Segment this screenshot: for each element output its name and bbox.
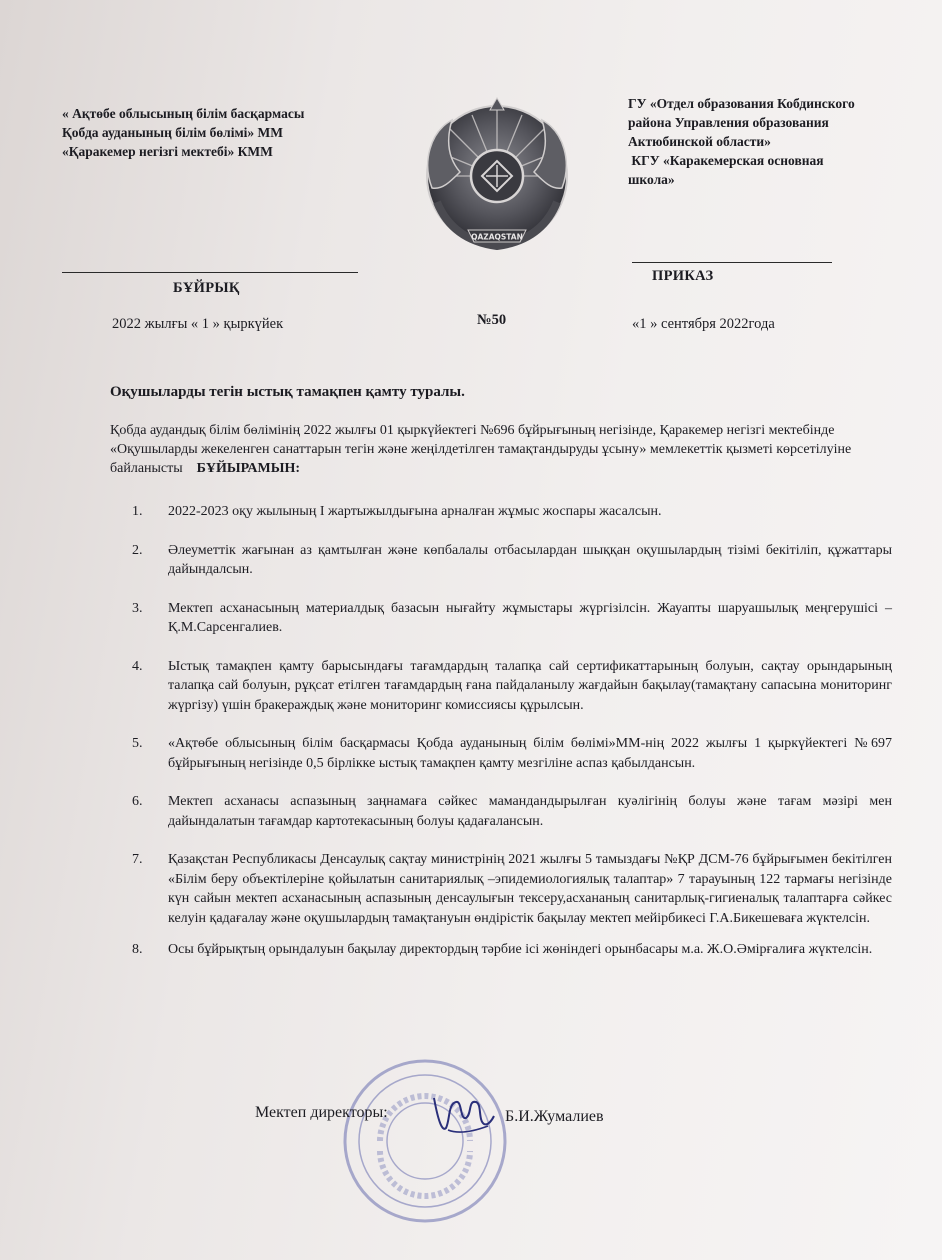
item-number: 3. [132, 600, 143, 616]
director-name: Б.И.Жумалиев [505, 1108, 604, 1125]
intro-emphasis: БҰЙЫРАМЫН: [196, 461, 301, 476]
order-number: №50 [477, 312, 507, 328]
order-items [110, 502, 892, 960]
header-kz-line: Қобда ауданының білім бөлімі» ММ [62, 125, 284, 140]
item-text: 2022-2023 оқу жылының I жартыжылдығына арналған жұмыс жоспары жасалсын. [168, 504, 662, 519]
item-number: 8. [132, 942, 143, 957]
header-ru-line: ГУ «Отдел образования Кобдинского [628, 96, 855, 111]
header-kz [62, 104, 362, 161]
item-number: 6. [132, 794, 143, 809]
item-text: Мектеп асханасы аспазының заңнамаға сәйкес мамандандырылған куәлігінің болуы және тағам мәзірі мен дайындалатын тағамдар картотекасының болуы қадағалансын. [168, 794, 892, 829]
header-divider-right [632, 262, 832, 263]
header-divider-left [62, 272, 358, 273]
item-text: Осы бұйрықтың орындалуын бақылау директордың тәрбие ісі жөніндегі орынбасары м.а. Ж.О.Әмірғалиға жүктелсін. [168, 942, 873, 957]
header-ru-line: района Управления образования [628, 115, 829, 130]
header-ru-line: Актюбинской области» [628, 134, 771, 149]
header-ru-line: КГУ «Каракемерская основная [628, 153, 824, 168]
handwritten-signature-icon [428, 1090, 500, 1138]
item-number: 5. [132, 736, 143, 751]
item-text: Ыстық тамақпен қамту барысындағы тағамдардың талапқа сай сертификаттарының болуын, сақтау орындарының талапқа сай болуын, рұқсат етілген тағамдардың ғана пайдаланылу жағдайын бақылау(тамақтану сапасына мониторинг жүргізу) үшін бракераждық және мониторинг комиссиясы құрылсын. [168, 658, 892, 713]
list-item [110, 850, 892, 928]
item-text: Мектеп асханасының материалдық базасын нығайту жұмыстары жүргізілсін. Жауапты шаруашылық меңгерушісі – Қ.М.Сарсенгалиев. [168, 600, 892, 635]
item-number: 4. [132, 658, 143, 674]
list-item [110, 599, 892, 638]
item-number: 7. [132, 852, 143, 867]
list-item [110, 792, 892, 831]
school-stamp-icon [340, 1056, 510, 1226]
order-title-ru: ПРИКАЗ [652, 268, 714, 284]
order-subject: Оқушыларды тегін ыстық тамақпен қамту туралы. [110, 384, 465, 400]
state-emblem-icon [412, 92, 582, 264]
emblem-text: QAZAQSTAN [471, 232, 523, 242]
intro-text: Қобда аудандық білім бөлімінің 2022 жылғы 01 қыркүйектегі №696 бұйрығының негізінде, Қаракемер негізгі мектебінде «Оқушыларды жекеленген санаттарын тегін және жеңілдетілген тамақтандыруды ұсыну» мемлекеттік қызметі көрсетілуіне байланысты [110, 423, 852, 476]
item-text: «Ақтөбе облысының білім басқармасы Қобда ауданының білім бөлімі»ММ-нің 2022 жылғы 1 қыркүйектегі №697 бұйрығының негізінде 0,5 бірлікке ыстық тамақпен қамту мезгіліне аспаз қабылдансын. [168, 736, 892, 771]
list-item [110, 657, 892, 716]
order-title-kz: БҰЙРЫҚ [173, 280, 240, 296]
header-ru-line: школа» [628, 172, 675, 187]
signature-label: Мектеп директоры: [255, 1104, 388, 1121]
item-number: 2. [132, 542, 143, 558]
list-item [110, 502, 892, 522]
list-item [110, 541, 892, 580]
header-kz-line: « Ақтөбе облысының білім басқармасы [62, 106, 305, 121]
list-item [110, 940, 892, 960]
header-kz-line: «Қаракемер негізгі мектебі» КММ [62, 144, 273, 159]
order-intro [110, 421, 870, 478]
order-date-ru: «1 » сентября 2022года [632, 316, 775, 332]
item-text: Әлеуметтік жағынан аз қамтылған және көпбалалы отбасылардан шыққан оқушылардың тізімі бекітіліп, құжаттары дайындалсын. [168, 542, 892, 577]
order-date-kz: 2022 жылғы « 1 » қыркүйек [112, 316, 284, 332]
item-number: 1. [132, 504, 143, 519]
header-ru [628, 94, 928, 189]
list-item [110, 734, 892, 773]
item-text: Қазақстан Республикасы Денсаулық сақтау министрінің 2021 жылғы 5 тамыздағы №ҚР ДСМ-76 бұйрығымен бекітілген «Білім беру объектілеріне қойылатын санитариялық –эпидемиологиялық талаптар» 7 тарауының 122 тармағы негізінде күн сайын мектеп асханасының аспазының денсаулығын тексеру,асхананың санитарлық-гигиеналық талаптарға сәйкес келуін қадағалау және оқушылардың тамақтануын өндірістік бақылау мектеп мейірбикесі Г.А.Бикешеваға жүктелсін. [168, 852, 892, 926]
